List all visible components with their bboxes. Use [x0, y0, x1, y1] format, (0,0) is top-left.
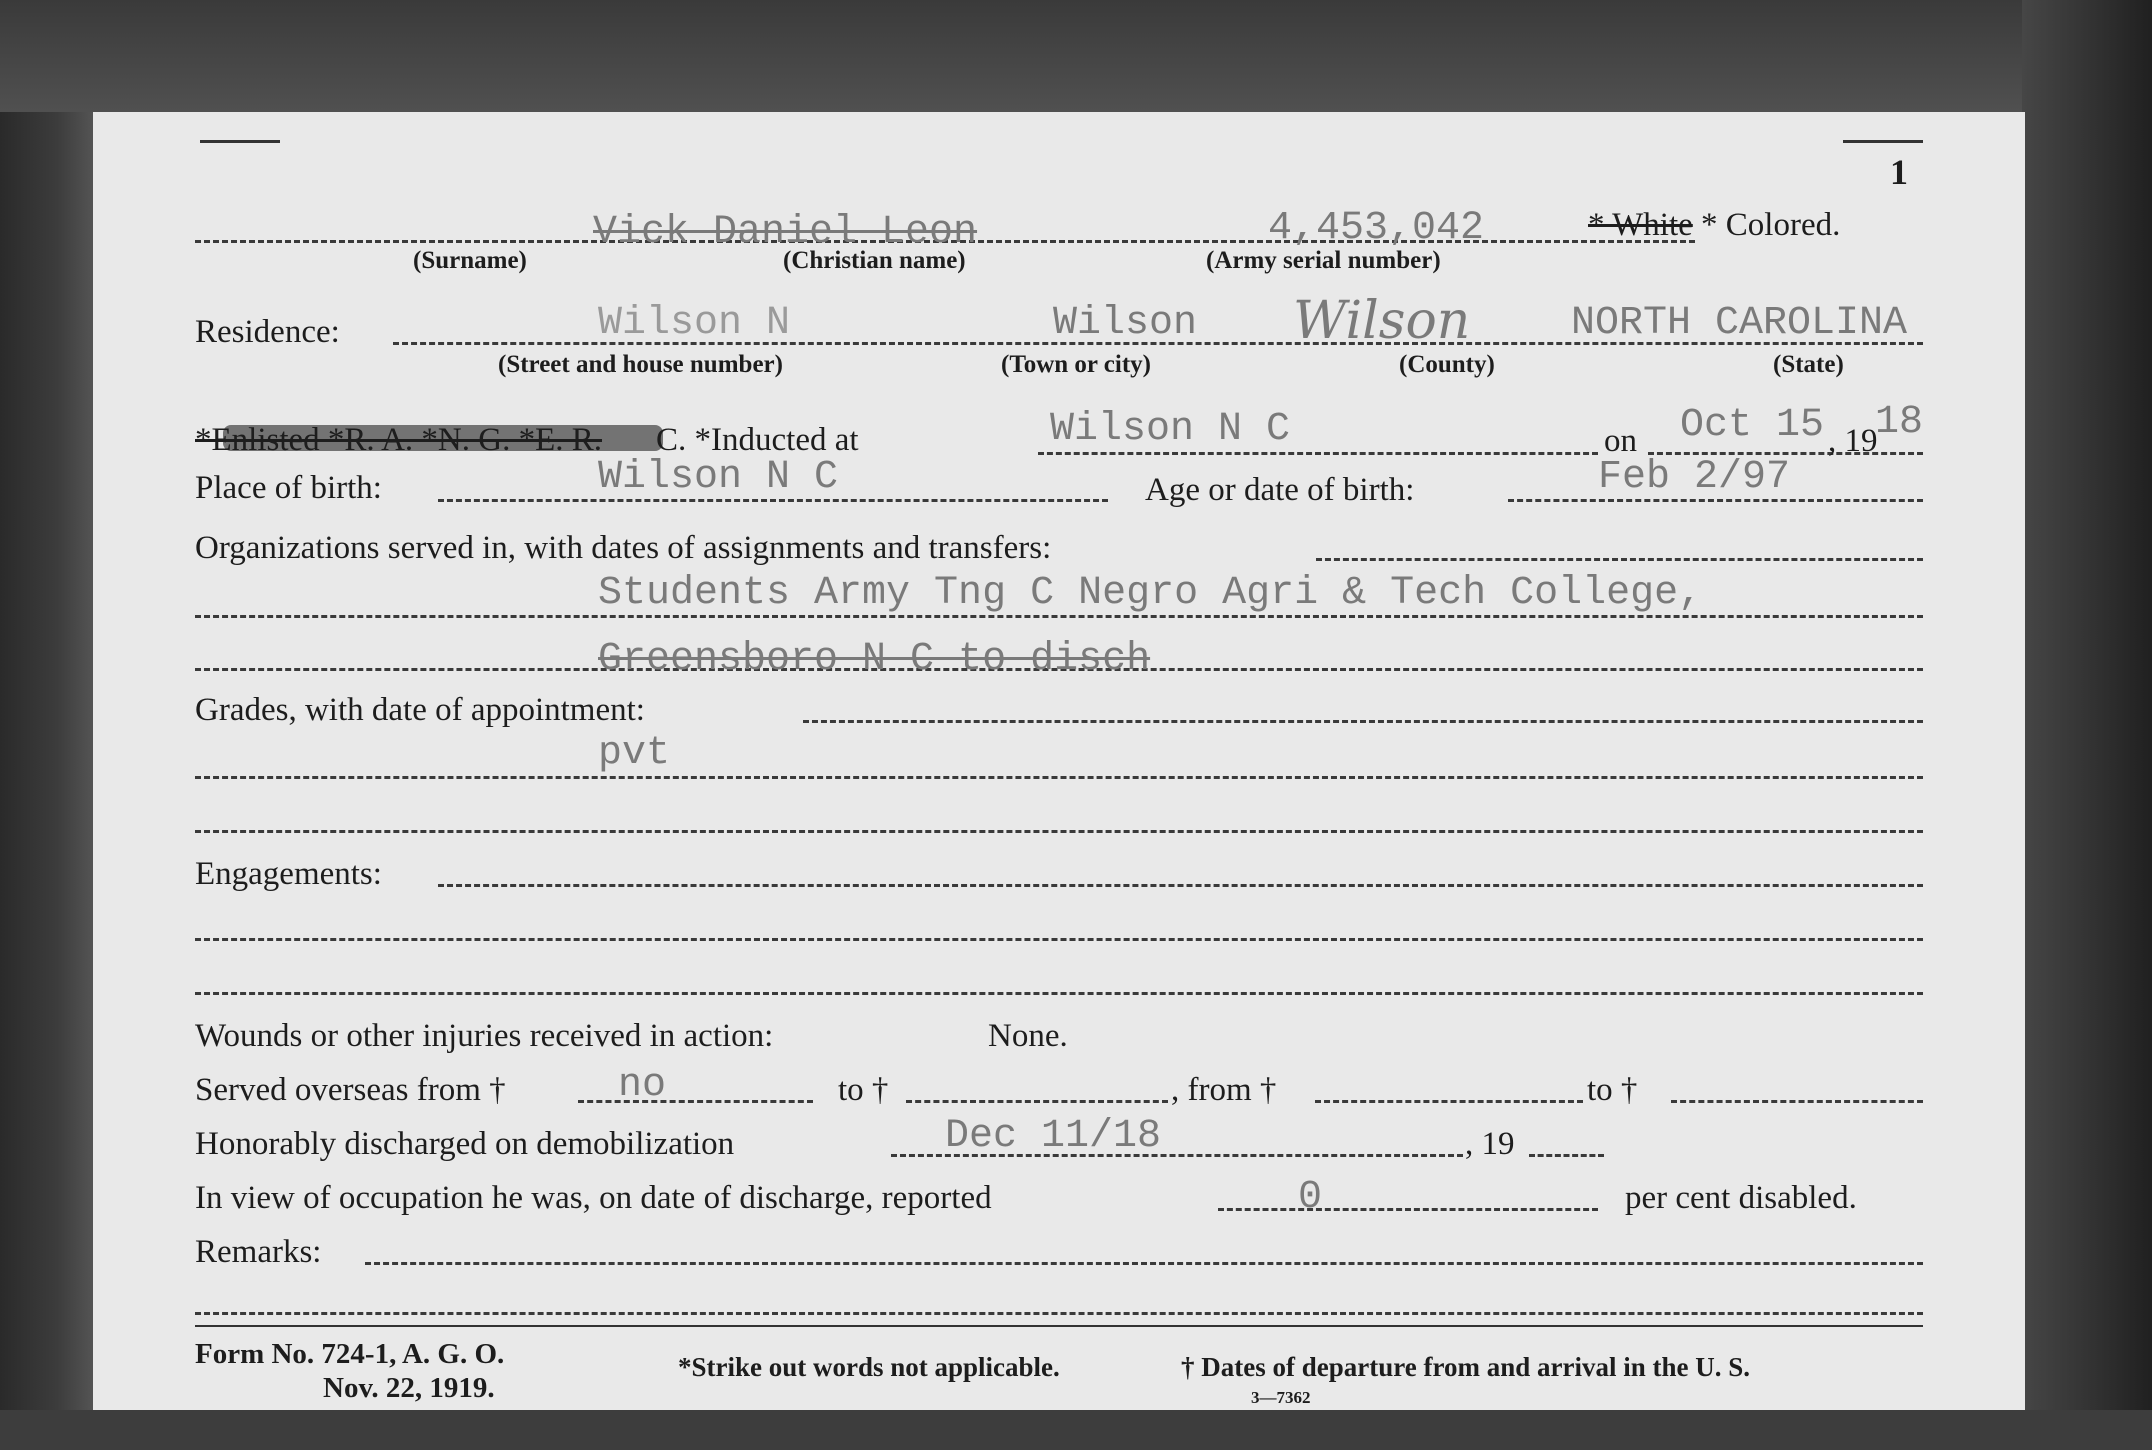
- residence-county-handwritten: Wilson: [1293, 291, 1471, 351]
- scanner-background-right: [2022, 0, 2152, 1450]
- grades-line-2: [195, 776, 1923, 779]
- discharge-year-line: [1529, 1154, 1604, 1157]
- state-caption: (State): [1773, 351, 1844, 378]
- remarks-line-1: [365, 1262, 1923, 1265]
- print-code: 3—7362: [1251, 1388, 1311, 1407]
- discharge-year-label: , 19: [1465, 1126, 1515, 1162]
- organizations-label: Organizations served in, with dates of assignments and transfers:: [195, 530, 1052, 566]
- induction-date-typed: Oct 15: [1680, 403, 1825, 448]
- race-white-struck: * White: [1588, 207, 1693, 243]
- wounds-value: None.: [988, 1018, 1068, 1054]
- induction-year-typed: 18: [1875, 400, 1924, 445]
- card-number: 1: [1890, 152, 1908, 192]
- disability-line: [1218, 1208, 1598, 1211]
- town-caption: (Town or city): [1001, 351, 1151, 378]
- top-left-rule: [200, 140, 280, 143]
- serial-caption: (Army serial number): [1206, 247, 1441, 274]
- induction-year-prefix: , 19: [1828, 423, 1878, 459]
- overseas-from2-line: [1315, 1100, 1583, 1103]
- service-record-card: [93, 112, 2025, 1410]
- scanner-background-top: [0, 0, 2152, 112]
- engagements-label: Engagements:: [195, 856, 382, 892]
- disability-typed: 0: [1298, 1175, 1323, 1220]
- grades-line-1: [803, 720, 1923, 723]
- name-typed: Vick Daniel Leon: [593, 210, 978, 255]
- footer-rule: [195, 1325, 1923, 1327]
- organizations-typed-2: Greensboro N C to disch: [598, 637, 1151, 682]
- overseas-from-typed: no: [618, 1063, 667, 1108]
- inducted-line: [1038, 452, 1598, 455]
- overseas-to-line: [906, 1100, 1168, 1103]
- form-date: Nov. 22, 1919.: [323, 1372, 495, 1404]
- overseas-to2-label: to †: [1587, 1072, 1638, 1108]
- residence-street-typed: Wilson N: [598, 301, 791, 346]
- race-colored: * Colored.: [1701, 207, 1841, 243]
- grades-typed: pvt: [598, 731, 671, 776]
- overseas-from2-label: , from †: [1171, 1072, 1277, 1108]
- inducted-label: C. *Inducted at: [656, 422, 859, 458]
- overseas-from-line: [578, 1100, 813, 1103]
- place-of-birth-typed: Wilson N C: [598, 455, 839, 500]
- inducted-typed: Wilson N C: [1050, 407, 1291, 452]
- on-label: on: [1604, 423, 1637, 459]
- discharge-label: Honorably discharged on demobilization: [195, 1126, 735, 1162]
- organizations-line-1: [1316, 558, 1923, 561]
- organizations-typed-1: Students Army Tng C Negro Agri & Tech College,: [598, 571, 1703, 616]
- residence-label: Residence:: [195, 314, 340, 350]
- top-right-rule: [1843, 140, 1923, 143]
- residence-state-typed: NORTH CAROLINA: [1571, 301, 1908, 346]
- overseas-to2-line: [1671, 1100, 1923, 1103]
- wounds-label: Wounds or other injuries received in action:: [195, 1018, 774, 1054]
- scanner-background-bottom: [0, 1410, 2152, 1450]
- enlisted-struck: *Enlisted *R. A. *N. G. *E. R.: [195, 422, 603, 458]
- grades-label: Grades, with date of appointment:: [195, 692, 645, 728]
- grades-line-3: [195, 830, 1923, 833]
- engagements-line-3: [195, 992, 1923, 995]
- overseas-from-label: Served overseas from †: [195, 1072, 506, 1108]
- remarks-label: Remarks:: [195, 1234, 322, 1270]
- engagements-line-2: [195, 938, 1923, 941]
- surname-caption: (Surname): [413, 247, 527, 274]
- discharge-date-typed: Dec 11/18: [945, 1114, 1162, 1159]
- remarks-line-2: [195, 1312, 1923, 1315]
- christian-name-caption: (Christian name): [783, 247, 966, 274]
- serial-typed: 4,453,042: [1268, 206, 1485, 251]
- disability-label: In view of occupation he was, on date of discharge, reported: [195, 1180, 992, 1216]
- engagements-line-1: [438, 884, 1923, 887]
- county-caption: (County): [1399, 351, 1495, 378]
- age-label: Age or date of birth:: [1145, 472, 1415, 508]
- form-number: Form No. 724-1, A. G. O.: [195, 1338, 505, 1370]
- dagger-note: † Dates of departure from and arrival in the U. S.: [1181, 1352, 1750, 1382]
- place-of-birth-label: Place of birth:: [195, 470, 382, 506]
- strike-note: *Strike out words not applicable.: [678, 1352, 1060, 1382]
- age-typed: Feb 2/97: [1598, 455, 1791, 500]
- race-white-label: [1588, 209, 1840, 242]
- disability-suffix: per cent disabled.: [1625, 1180, 1857, 1216]
- street-caption: (Street and house number): [498, 351, 783, 378]
- residence-town-typed: Wilson: [1053, 301, 1198, 346]
- scanner-background-left: [0, 0, 95, 1450]
- overseas-to-label: to †: [838, 1072, 889, 1108]
